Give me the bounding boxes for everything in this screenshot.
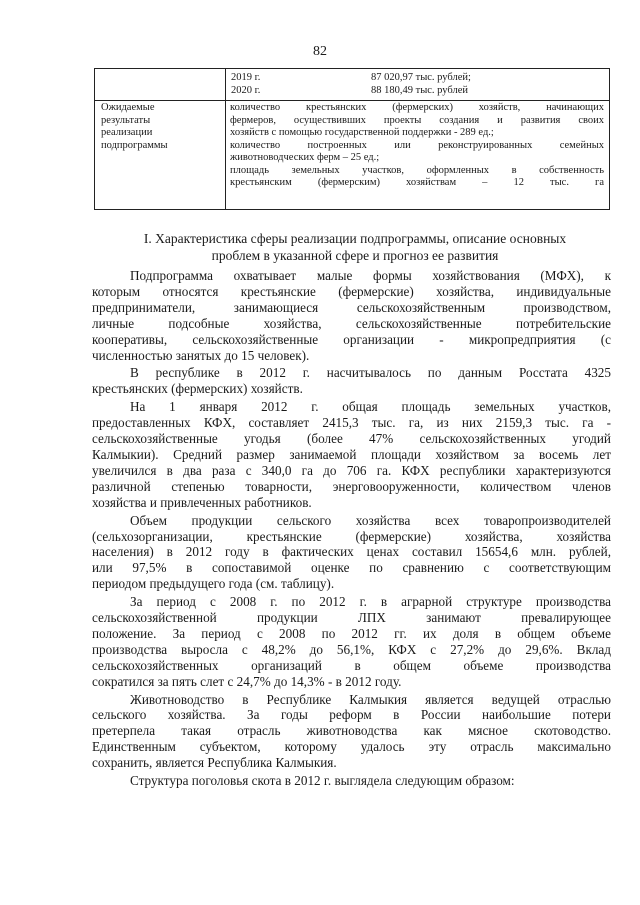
paragraph-line: различной степенью товарности, энерговооруженности, количеством членов: [92, 478, 611, 494]
results-line: фермеров, осуществивших проекты создания и развития своих: [230, 114, 604, 126]
section-heading-line: проблем в указанной сфере и прогноз ее развития: [211, 248, 499, 263]
paragraph-line: предоставленных КФХ, составляет 2415,3 тыс. га, из них 2159,3 тыс. га -: [92, 415, 611, 431]
paragraph-line: сельского хозяйства. За годы реформ в России наибольшие потери: [92, 707, 611, 723]
paragraph-line: сохранить, является Республика Калмыкия.: [92, 755, 337, 771]
paragraph-line: За период с 2008 г. по 2012 г. в аграрной структуре производства: [130, 594, 611, 610]
paragraph: [92, 513, 611, 593]
page-number: 82: [313, 44, 327, 59]
results-line: площадь земельных участков, оформленных в собственность: [230, 164, 604, 176]
section-heading-line: I. Характеристика сферы реализации подпрограммы, описание основных: [143, 231, 567, 246]
paragraph: [92, 594, 611, 689]
paragraph-line: кооперативы, сельскохозяйственные организации - микропредприятия (с: [92, 331, 611, 347]
results-text: [230, 102, 604, 190]
finance-year: 2020 г.: [231, 85, 261, 96]
paragraph-line: сократился за пять слет с 24,7% до 14,3% - в 2012 году.: [92, 673, 402, 689]
passport-table: [94, 68, 610, 210]
paragraph-line: личные подсобные хозяйства, сельскохозяйственные потребительские: [92, 315, 611, 331]
paragraph: [92, 365, 611, 397]
paragraph-line: хозяйства и привлеченных работников.: [92, 494, 312, 510]
results-label: [101, 102, 221, 152]
finance-row: [231, 85, 591, 98]
paragraph-line: сельскохозяйственные угодья (более 47% сельскохозяйственных угодий: [92, 431, 611, 447]
results-line: животноводческих ферм – 25 ед.;: [230, 152, 380, 163]
paragraph-line: населения) в 2012 году в фактических ценах составил 15654,6 млн. рублей,: [92, 544, 611, 560]
paragraph-line: Животноводство в Республике Калмыкия является ведущей отраслью: [130, 691, 611, 707]
paragraph-line: или 97,5% в сопоставимой оценке по сравнению с соответствующим: [92, 560, 611, 576]
paragraph: [92, 399, 611, 510]
paragraph-line: крестьянских (фермерских) хозяйств.: [92, 381, 303, 397]
paragraph-line: которым относятся крестьянские (фермерские) хозяйства, индивидуальные: [92, 283, 611, 299]
paragraph-line: сельскохозяйственных организаций в общем объеме производства: [92, 657, 611, 673]
results-label-line: подпрограммы: [101, 139, 168, 151]
finance-amount: 88 180,49 тыс. рублей: [371, 85, 469, 96]
paragraph-line: Структура поголовья скота в 2012 г. выглядела следующим образом:: [130, 773, 515, 789]
paragraph: [92, 268, 611, 363]
section-heading: [100, 230, 610, 264]
table-row-divider: [95, 100, 609, 101]
paragraph-line: Калмыкии). Средний размер занимаемой площади хозяйством за восемь лет: [92, 446, 611, 462]
paragraph-line: претерпела такая отрасль животноводства как мясное скотоводство.: [92, 723, 611, 739]
results-line: хозяйств с помощью государственной поддержки - 289 ед.;: [230, 127, 494, 138]
paragraph-line: сельскохозяйственной продукции ЛПХ занимают превалирующее: [92, 610, 611, 626]
paragraph-line: Объем продукции сельского хозяйства всех товаропроизводителей: [130, 512, 611, 528]
paragraph-line: увеличился в два раза с 340,0 га до 706 га. КФХ республики характеризуются: [92, 462, 611, 478]
paragraph-line: производства выросла с 48,2% до 56,1%, КФХ с 27,2% до 29,6%. Вклад: [92, 641, 611, 657]
paragraph-line: (сельхозорганизации, крестьянские (фермерские) хозяйства, хозяйства: [92, 528, 611, 544]
finance-amount: 87 020,97 тыс. рублей;: [371, 72, 471, 83]
results-label-line: Ожидаемые: [101, 102, 155, 113]
paragraph-line: В республике в 2012 г. насчитывалось по данным Росстата 4325: [130, 365, 611, 381]
paragraph: [92, 773, 611, 789]
finance-row: [231, 72, 591, 85]
paragraph-line: предприниматели, занимающиеся сельскохозяйственным производством,: [92, 299, 611, 315]
paragraph-line: Единственным субъектом, которому удалось эту отрасль максимально: [92, 739, 611, 755]
paragraph-line: периодом предыдущего года (см. таблицу).: [92, 576, 335, 592]
paragraph-line: На 1 января 2012 г. общая площадь земельных участков,: [130, 399, 611, 415]
paragraph-line: численностью занятых до 15 человек).: [92, 347, 310, 363]
results-line: количество крестьянских (фермерских) хозяйств, начинающих: [230, 102, 604, 113]
results-line: количество построенных или реконструированных семейных: [230, 139, 604, 151]
body-text: [92, 268, 611, 791]
paragraph-line: Подпрограмма охватывает малые формы хозяйствования (МФХ), к: [130, 268, 611, 283]
results-label-line: реализации: [101, 127, 153, 138]
finance-year: 2019 г.: [231, 72, 261, 83]
paragraph-line: положение. За период с 2008 по 2012 гг. их доля в общем объеме: [92, 625, 611, 641]
results-label-line: результаты: [101, 114, 151, 126]
table-column-divider: [225, 69, 226, 209]
paragraph: [92, 692, 611, 772]
results-line: крестьянским (фермерским) хозяйствам – 12 тыс. га: [230, 177, 604, 188]
